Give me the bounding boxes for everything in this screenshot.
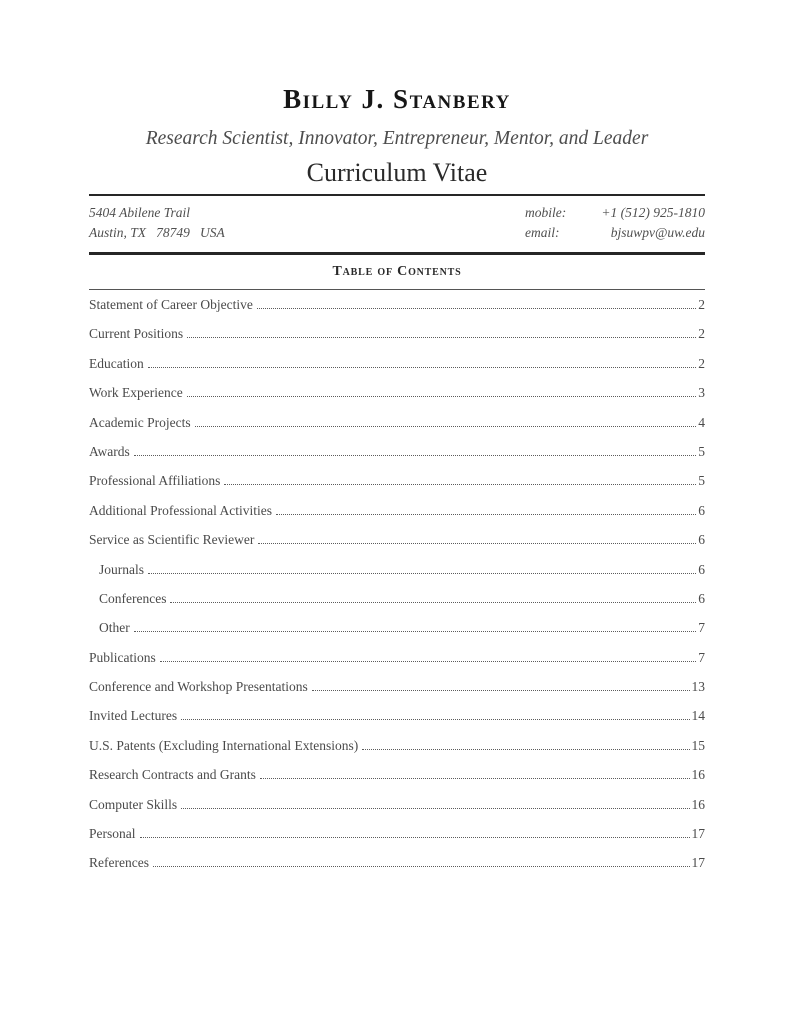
toc-entry-label: Other bbox=[99, 620, 130, 636]
email-row bbox=[525, 223, 705, 243]
toc-entry-page-number: 5 bbox=[698, 443, 705, 459]
toc-entry-page-number: 4 bbox=[698, 414, 705, 430]
toc-entry-label: Publications bbox=[89, 649, 156, 665]
toc-entry bbox=[89, 356, 705, 385]
dot-leader bbox=[312, 690, 690, 691]
dot-leader bbox=[134, 455, 696, 456]
mobile-number: +1 (512) 925-1810 bbox=[601, 205, 705, 220]
email-label: email: bbox=[525, 225, 560, 240]
dot-leader bbox=[134, 631, 697, 632]
toc-entry-page-number: 6 bbox=[698, 561, 705, 577]
toc-entry-page-number: 2 bbox=[698, 297, 705, 312]
dot-leader bbox=[170, 602, 696, 603]
dot-leader bbox=[160, 661, 697, 662]
toc-entry-page-number: 6 bbox=[698, 502, 705, 518]
toc-entry-page-number: 7 bbox=[698, 620, 705, 636]
dot-leader bbox=[153, 866, 690, 867]
mobile-label: mobile: bbox=[525, 205, 567, 220]
mobile-row bbox=[525, 203, 705, 223]
toc-entry-page-number: 2 bbox=[698, 326, 705, 342]
toc-entry bbox=[89, 326, 705, 355]
toc-entry bbox=[89, 797, 705, 826]
dot-leader bbox=[187, 396, 697, 397]
toc-entry bbox=[89, 297, 705, 326]
dot-leader bbox=[224, 484, 696, 485]
dot-leader bbox=[276, 514, 696, 515]
toc-entry-page-number: 2 bbox=[698, 355, 705, 371]
toc-entry-label: Invited Lectures bbox=[89, 708, 178, 724]
toc-entry bbox=[89, 503, 705, 532]
toc-entry-page-number: 7 bbox=[698, 649, 705, 665]
toc-entry-label: Computer Skills bbox=[89, 796, 178, 812]
toc-entry bbox=[89, 650, 705, 679]
dot-leader bbox=[181, 808, 689, 809]
toc-entry-label: Conferences bbox=[99, 590, 167, 606]
toc-entry-label: Conference and Workshop Presentations bbox=[89, 679, 308, 695]
email-address: bjsuwpv@uw.edu bbox=[610, 225, 705, 240]
toc-entry-label: Personal bbox=[89, 826, 136, 842]
toc-entry bbox=[89, 679, 705, 708]
toc-entry bbox=[89, 855, 705, 884]
page-title: Billy J. Stanbery bbox=[283, 84, 511, 114]
toc-entry-page-number: 3 bbox=[698, 385, 705, 401]
address-line-1: 5404 Abilene Trail bbox=[89, 205, 191, 220]
dot-leader bbox=[257, 308, 696, 309]
address-block bbox=[89, 203, 225, 243]
dot-leader bbox=[140, 837, 690, 838]
toc-entry-page-number: 5 bbox=[698, 473, 705, 489]
toc-entry bbox=[89, 562, 705, 591]
toc-entry-page-number: 16 bbox=[691, 796, 705, 812]
dot-leader bbox=[258, 543, 696, 544]
toc-entry-page-number: 6 bbox=[698, 590, 705, 606]
toc-entry bbox=[89, 473, 705, 502]
toc-entry-label: Research Contracts and Grants bbox=[89, 767, 256, 783]
dot-leader bbox=[260, 778, 690, 779]
toc-entry-label: Awards bbox=[89, 443, 130, 459]
dot-leader bbox=[148, 367, 697, 368]
toc-entry-label: Work Experience bbox=[89, 385, 183, 401]
toc-entry-label: Service as Scientific Reviewer bbox=[89, 532, 255, 548]
toc-entry bbox=[89, 444, 705, 473]
toc-entry bbox=[89, 767, 705, 796]
toc-entry-label: Current Positions bbox=[89, 326, 184, 342]
toc-entry-label: Education bbox=[89, 355, 144, 371]
toc-entry-page-number: 14 bbox=[691, 708, 705, 724]
dot-leader bbox=[181, 719, 689, 720]
toc-entry-label: References bbox=[89, 855, 149, 871]
toc-entry-page-number: 15 bbox=[691, 737, 705, 753]
toc-entry-label: Statement of Career Objective bbox=[89, 297, 253, 312]
professional-subtitle: Research Scientist, Innovator, Entrepreneur, Mentor, and Leader bbox=[145, 128, 649, 149]
dot-leader bbox=[148, 573, 696, 574]
toc-entry-label: Additional Professional Activities bbox=[89, 502, 272, 518]
toc-entry-label: Journals bbox=[99, 561, 144, 577]
toc-entry-label: Academic Projects bbox=[89, 414, 191, 430]
document-title: Curriculum Vitae bbox=[306, 158, 488, 187]
contact-details bbox=[525, 203, 705, 243]
dot-leader bbox=[362, 749, 689, 750]
toc-entry bbox=[89, 708, 705, 737]
dot-leader bbox=[187, 337, 696, 338]
toc-entry bbox=[89, 620, 705, 649]
toc-heading: Table of Contents bbox=[332, 264, 462, 279]
toc-entry-page-number: 16 bbox=[691, 767, 705, 783]
toc-entry bbox=[89, 738, 705, 767]
dot-leader bbox=[195, 426, 697, 427]
toc-entry-label: Professional Affiliations bbox=[89, 473, 221, 489]
toc-entry-page-number: 17 bbox=[691, 826, 705, 842]
toc-entry-label: U.S. Patents (Excluding International Extensions) bbox=[89, 737, 359, 753]
toc-entry bbox=[89, 415, 705, 444]
contact-block bbox=[89, 196, 705, 252]
toc-entry bbox=[89, 532, 705, 561]
address-line-2: Austin, TX 78749 USA bbox=[89, 225, 225, 240]
toc-entry-page-number: 6 bbox=[698, 532, 705, 548]
toc-entry-page-number: 13 bbox=[691, 679, 705, 695]
toc-heading-divider bbox=[89, 289, 705, 290]
toc-entry bbox=[89, 385, 705, 414]
toc-entry bbox=[89, 826, 705, 855]
table-of-contents bbox=[89, 297, 705, 885]
toc-entry-page-number: 17 bbox=[691, 855, 705, 871]
toc-entry bbox=[89, 591, 705, 620]
